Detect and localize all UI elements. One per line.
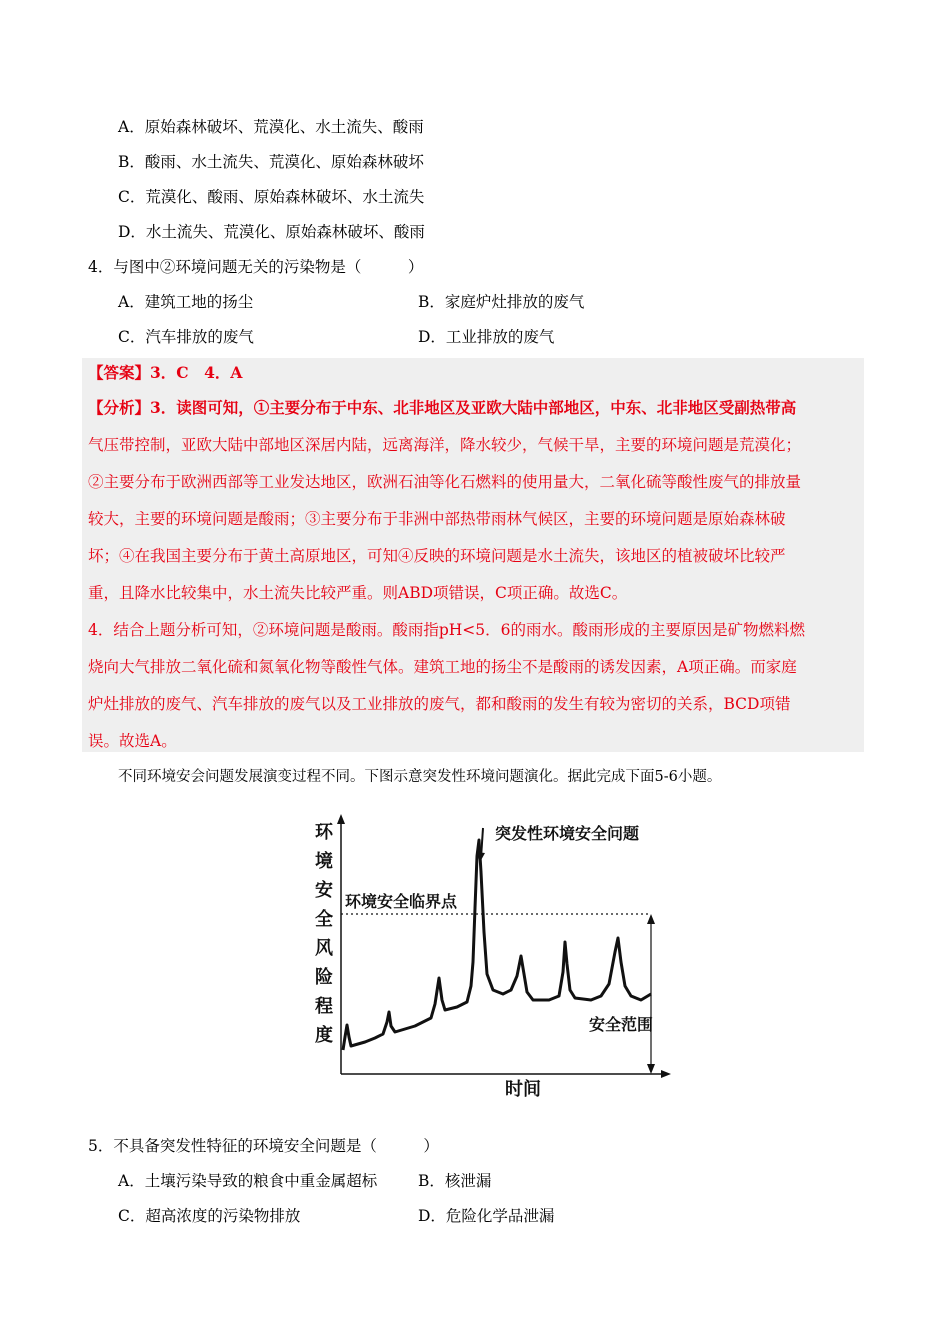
analysis-line-8: 烧向大气排放二氧化硫和氮氧化物等酸性气体。建筑工地的扬尘不是酸雨的诱发因素，A项正确。而家庭 bbox=[88, 658, 797, 676]
ylabel-char-5: 风 bbox=[315, 938, 333, 959]
risk-evolution-figure bbox=[305, 812, 685, 1104]
q5-option-d: D．危险化学品泄漏 bbox=[418, 1207, 555, 1225]
y-axis-label bbox=[315, 822, 334, 1046]
ylabel-char-3: 安 bbox=[315, 880, 333, 901]
analysis-line-9: 炉灶排放的废气、汽车排放的废气以及工业排放的废气，都和酸雨的发生有较为密切的关系，BCD项错 bbox=[88, 695, 791, 713]
q3-option-b: B．酸雨、水土流失、荒漠化、原始森林破坏 bbox=[118, 153, 424, 171]
analysis-line-10: 误。故选A。 bbox=[88, 732, 177, 750]
q3-option-c: C．荒漠化、酸雨、原始森林破坏、水土流失 bbox=[118, 188, 425, 206]
q4-option-a: A．建筑工地的扬尘 bbox=[118, 293, 254, 311]
analysis-tag: 【分析】 bbox=[88, 398, 151, 417]
intro-text: 不同环境安会问题发展演变过程不同。下图示意突发性环境问题演化。据此完成下面5-6小题。 bbox=[118, 769, 722, 785]
analysis-line-3: ②主要分布于欧洲西部等工业发达地区，欧洲石油等化石燃料的使用量大，二氧化硫等酸性废气的排放量 bbox=[88, 473, 802, 491]
peak-label: 突发性环境安全问题 bbox=[495, 824, 640, 843]
y-axis-arrow bbox=[337, 814, 345, 824]
answer-text: 3．C 4．A bbox=[150, 363, 243, 382]
safe-range-arrow-bottom bbox=[647, 1064, 655, 1074]
threshold-label: 环境安全临界点 bbox=[345, 892, 458, 911]
q4-option-d: D．工业排放的废气 bbox=[418, 328, 555, 346]
analysis-line-1 bbox=[88, 398, 796, 418]
analysis-line-2: 气压带控制，亚欧大陆中部地区深居内陆，远离海洋，降水较少，气候干旱，主要的环境问题是荒漠化； bbox=[88, 436, 802, 454]
analysis-text: 3．读图可知，①主要分布于中东、北非地区及亚欧大陆中部地区，中东、北非地区受副热带高 bbox=[150, 398, 797, 417]
answer-tag: 【答案】 bbox=[88, 363, 151, 382]
answer-line bbox=[88, 363, 242, 383]
safe-range-arrow-top bbox=[647, 914, 655, 924]
q5-option-b: B．核泄漏 bbox=[418, 1172, 492, 1190]
ylabel-char-6: 险 bbox=[315, 967, 333, 988]
x-axis-arrow bbox=[661, 1070, 671, 1078]
ylabel-char-2: 境 bbox=[315, 851, 333, 872]
safe-range-label: 安全范围 bbox=[589, 1015, 654, 1034]
x-axis-label: 时间 bbox=[505, 1079, 541, 1100]
q5-option-c: C．超高浓度的污染物排放 bbox=[118, 1207, 301, 1225]
q4-option-b: B．家庭炉灶排放的废气 bbox=[418, 293, 585, 311]
analysis-line-7: 4．结合上题分析可知，②环境问题是酸雨。酸雨指pH<5．6的雨水。酸雨形成的主要原因是矿物燃料燃 bbox=[88, 621, 806, 639]
q3-option-a: A．原始森林破坏、荒漠化、水土流失、酸雨 bbox=[118, 118, 424, 136]
analysis-line-4: 较大，主要的环境问题是酸雨；③主要分布于非洲中部热带雨林气候区，主要的环境问题是原始森林破 bbox=[88, 510, 786, 528]
q4-option-c: C．汽车排放的废气 bbox=[118, 328, 254, 346]
ylabel-char-4: 全 bbox=[315, 909, 333, 930]
q3-option-d: D．水土流失、荒漠化、原始森林破坏、酸雨 bbox=[118, 223, 425, 241]
q5-stem: 5．不具备突发性特征的环境安全问题是（ ） bbox=[88, 1137, 439, 1155]
q5-option-a: A．土壤污染导致的粮食中重金属超标 bbox=[118, 1172, 378, 1190]
analysis-line-5: 坏；④在我国主要分布于黄土高原地区，可知④反映的环境问题是水土流失，该地区的植被破坏比较严 bbox=[88, 547, 786, 565]
ylabel-char-1: 环 bbox=[315, 822, 333, 843]
ylabel-char-7: 程 bbox=[315, 996, 333, 1017]
q4-stem: 4．与图中②环境问题无关的污染物是（ ） bbox=[88, 258, 424, 276]
analysis-line-6: 重，且降水比较集中，水土流失比较严重。则ABD项错误，C项正确。故选C。 bbox=[88, 584, 628, 602]
ylabel-char-8: 度 bbox=[315, 1025, 333, 1046]
